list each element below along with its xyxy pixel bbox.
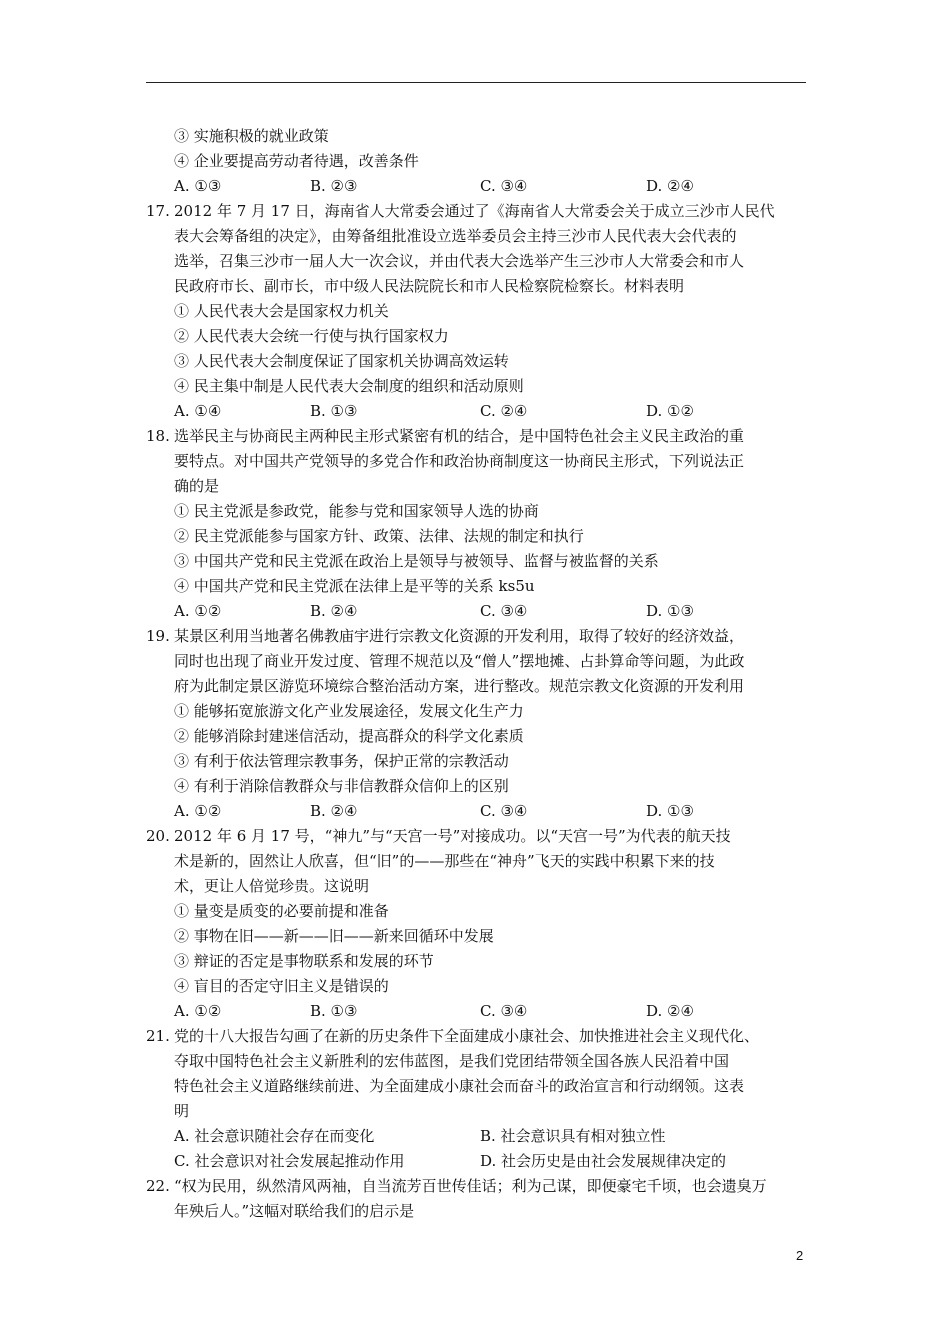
q17-options [146, 399, 810, 424]
q20-stem-line: 术，更让人倍觉珍贵。这说明 [174, 877, 370, 895]
q21-option-d: D. 社会历史是由社会发展规律决定的 [480, 1152, 727, 1170]
q16-item-3: ③ 实施积极的就业政策 [174, 127, 329, 145]
q19-stem-line: 府为此制定景区游览环境综合整治活动方案，进行整改。规范宗教文化资源的开发利用 [174, 677, 745, 695]
q19-stem-line: 19. 某景区利用当地著名佛教庙宇进行宗教文化资源的开发利用，取得了较好的经济效益， [146, 624, 810, 649]
q18-item: ③ 中国共产党和民主党派在政治上是领导与被领导、监督与被监督的关系 [174, 552, 659, 570]
q21-number: 21. [146, 1027, 170, 1045]
q18-option-a: A. ①② [174, 602, 222, 620]
header-rule [146, 82, 806, 83]
q18-stem-line: 18. 选举民主与协商民主两种民主形式紧密有机的结合，是中国特色社会主义民主政治的重 [146, 424, 810, 449]
q21-stem-line: 特色社会主义道路继续前进、为全面建成小康社会而奋斗的政治宣言和行动纲领。这表 [174, 1077, 745, 1095]
q21-option-c: C. 社会意识对社会发展起推动作用 [174, 1152, 405, 1170]
q20-stem-line: 术是新的，固然让人欣喜，但“旧”的——那些在“神舟”飞天的实践中积累下来的技 [174, 852, 715, 870]
q18-option-d: D. ①③ [646, 602, 694, 620]
page-number: 2 [796, 1248, 804, 1263]
q17-item: ③ 人民代表大会制度保证了国家机关协调高效运转 [174, 352, 509, 370]
q21-stem-line: 明 [174, 1102, 190, 1120]
q16-item-4: ④ 企业要提高劳动者待遇，改善条件 [174, 152, 419, 170]
q22-number: 22. [146, 1177, 170, 1195]
q19-item: ① 能够拓宽旅游文化产业发展途径，发展文化生产力 [174, 702, 524, 720]
q17-stem-line: 17. 2012 年 7 月 17 日，海南省人大常委会通过了《海南省人大常委会关于成立三沙市人民代 [146, 199, 810, 224]
q19-option-b: B. ②④ [310, 802, 358, 820]
q18-stem-line: 要特点。对中国共产党领导的多党合作和政治协商制度这一协商民主形式，下列说法正 [174, 452, 745, 470]
q21-stem-line: 夺取中国特色社会主义新胜利的宏伟蓝图，是我们党团结带领全国各族人民沿着中国 [174, 1052, 730, 1070]
q18-number: 18. [146, 427, 170, 445]
q19-stem-line: 同时也出现了商业开发过度、管理不规范以及“僧人”摆地摊、占卦算命等问题，为此政 [174, 652, 745, 670]
q16-options [146, 174, 810, 199]
q20-option-d: D. ②④ [646, 1002, 694, 1020]
q19-item: ③ 有利于依法管理宗教事务，保护正常的宗教活动 [174, 752, 509, 770]
q21-option-b: B. 社会意识具有相对独立性 [480, 1127, 666, 1145]
q17-option-a: A. ①④ [174, 402, 222, 420]
q17-item: ② 人民代表大会统一行使与执行国家权力 [174, 327, 449, 345]
q20-option-b: B. ①③ [310, 1002, 358, 1020]
q20-stem-line: 20. 2012 年 6 月 17 号，“神九”与“天宫一号”对接成功。以“天宫一号”为代表的航天技 [146, 824, 810, 849]
q17-stem-line: 选举，召集三沙市一届人大一次会议，并由代表大会选举产生三沙市人大常委会和市人 [174, 252, 745, 270]
q19-number: 19. [146, 627, 170, 645]
q18-item: ② 民主党派能参与国家方针、政策、法律、法规的制定和执行 [174, 527, 584, 545]
q17-number: 17. [146, 202, 170, 220]
q21-options-row-2 [146, 1149, 810, 1174]
q18-stem-line: 确的是 [174, 477, 220, 495]
q17-option-b: B. ①③ [310, 402, 358, 420]
q16-option-d: D. ②④ [646, 177, 694, 195]
q17-option-c: C. ②④ [480, 402, 528, 420]
q21-option-a: A. 社会意识随社会存在而变化 [174, 1127, 375, 1145]
q16-option-a: A. ①③ [174, 177, 222, 195]
q16-option-b: B. ②③ [310, 177, 358, 195]
q20-options [146, 999, 810, 1024]
q21-options-row-1 [146, 1124, 810, 1149]
q20-number: 20. [146, 827, 170, 845]
q17-stem-line: 表大会筹备组的决定》，由筹备组批准设立选举委员会主持三沙市人民代表大会代表的 [174, 227, 737, 245]
q18-item: ④ 中国共产党和民主党派在法律上是平等的关系 ks5u [174, 577, 535, 595]
q18-options [146, 599, 810, 624]
exam-content [146, 124, 810, 1224]
q21-stem-line: 21. 党的十八大报告勾画了在新的历史条件下全面建成小康社会、加快推进社会主义现代化、 [146, 1024, 810, 1049]
q20-item: ② 事物在旧——新——旧——新来回循环中发展 [174, 927, 494, 945]
q16-option-c: C. ③④ [480, 177, 528, 195]
q18-item: ① 民主党派是参政党，能参与党和国家领导人选的协商 [174, 502, 539, 520]
q19-option-a: A. ①② [174, 802, 222, 820]
q19-option-d: D. ①③ [646, 802, 694, 820]
q20-option-a: A. ①② [174, 1002, 222, 1020]
q20-item: ④ 盲目的否定守旧主义是错误的 [174, 977, 389, 995]
q20-option-c: C. ③④ [480, 1002, 528, 1020]
q19-options [146, 799, 810, 824]
q20-item: ① 量变是质变的必要前提和准备 [174, 902, 389, 920]
q18-option-c: C. ③④ [480, 602, 528, 620]
q20-item: ③ 辩证的否定是事物联系和发展的环节 [174, 952, 434, 970]
q22-stem-line: 22. “权为民用，纵然清风两袖，自当流芳百世传佳话；利为己谋，即便豪宅千顷，也会遗臭万 [146, 1174, 810, 1199]
q17-option-d: D. ①② [646, 402, 694, 420]
q19-item: ④ 有利于消除信教群众与非信教群众信仰上的区别 [174, 777, 509, 795]
q18-option-b: B. ②④ [310, 602, 358, 620]
q17-item: ① 人民代表大会是国家权力机关 [174, 302, 389, 320]
q19-item: ② 能够消除封建迷信活动，提高群众的科学文化素质 [174, 727, 524, 745]
q17-stem-line: 民政府市长、副市长，市中级人民法院院长和市人民检察院检察长。材料表明 [174, 277, 685, 295]
q22-stem-line: 年殃后人。”这幅对联给我们的启示是 [174, 1202, 415, 1220]
q17-item: ④ 民主集中制是人民代表大会制度的组织和活动原则 [174, 377, 524, 395]
q19-option-c: C. ③④ [480, 802, 528, 820]
